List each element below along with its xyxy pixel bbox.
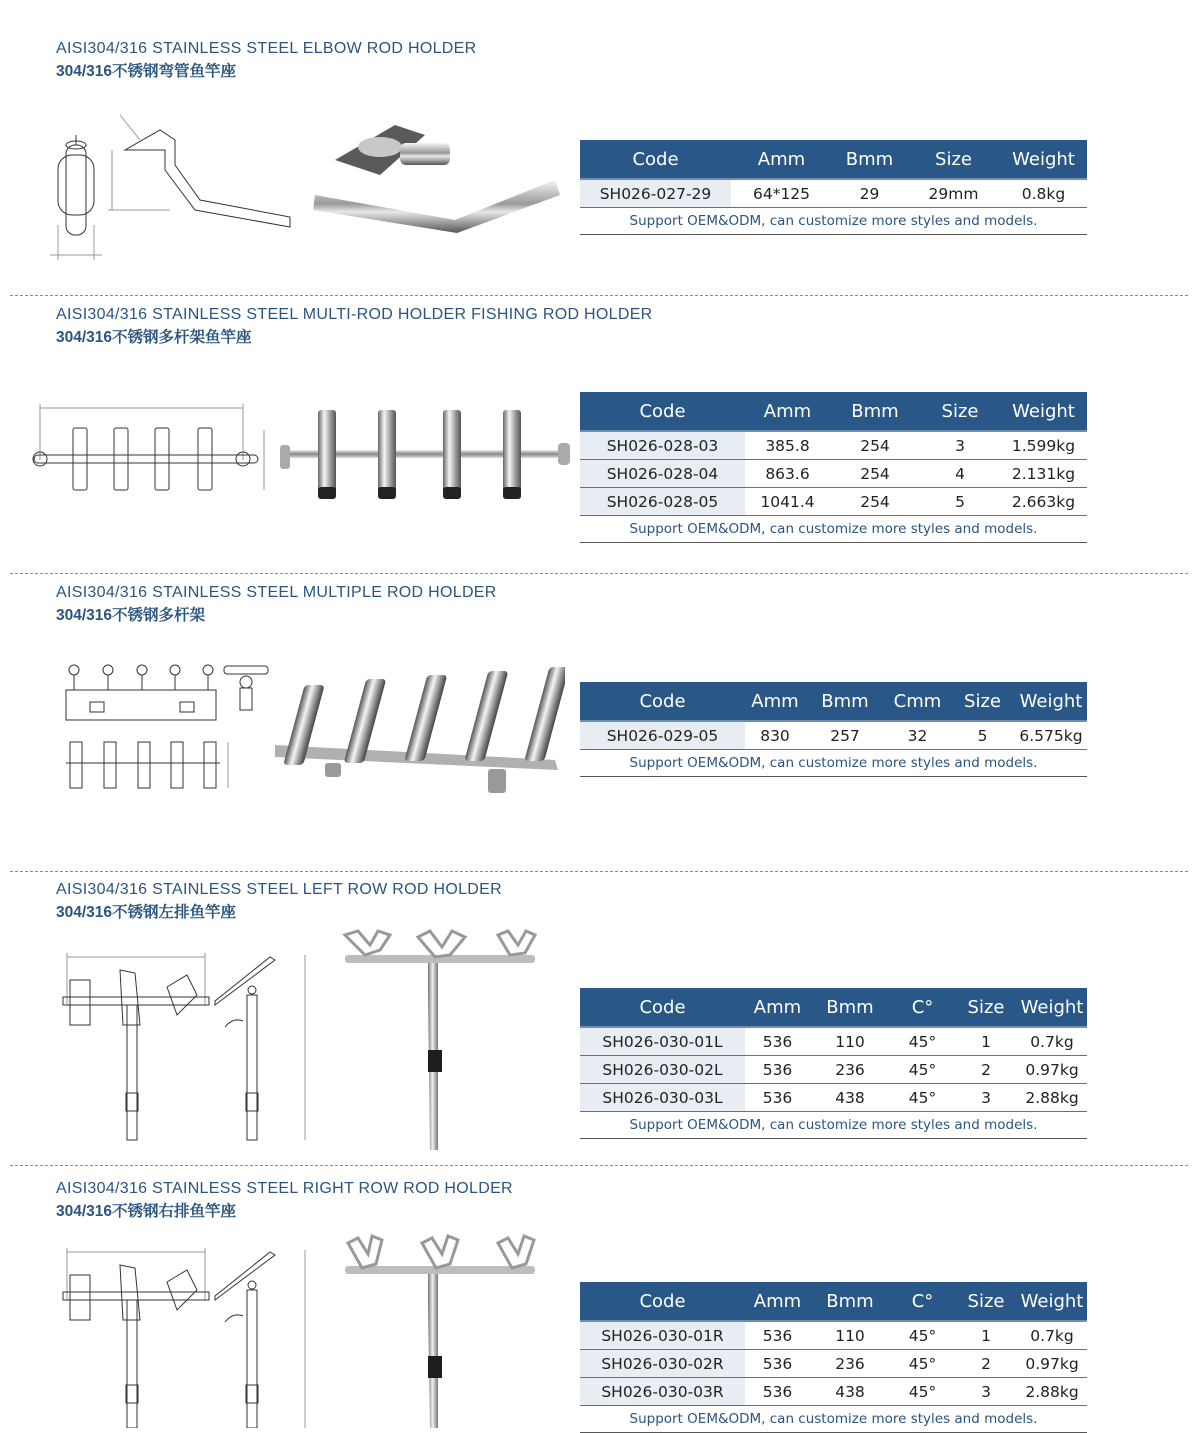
cell-amm: 536 (745, 1084, 810, 1112)
cell-code: SH026-030-01R (580, 1321, 745, 1350)
cell-amm: 536 (745, 1321, 810, 1350)
header-amm: Amm (745, 1282, 810, 1321)
header-code: Code (580, 140, 731, 179)
cell-bmm: 254 (830, 460, 920, 488)
oem-note: Support OEM&ODM, can customize more styles and models. (580, 750, 1087, 777)
table-row (580, 1084, 1087, 1112)
oem-note: Support OEM&ODM, can customize more styles and models. (580, 1406, 1087, 1433)
header-code: Code (580, 1282, 745, 1321)
cell-angle: 45° (890, 1027, 955, 1056)
cell-amm: 1041.4 (745, 488, 830, 516)
cell-amm: 536 (745, 1378, 810, 1406)
cell-code: SH026-030-01L (580, 1027, 745, 1056)
cell-size: 3 (955, 1084, 1017, 1112)
header-weight: Weight (1000, 392, 1087, 431)
table-row (580, 721, 1087, 750)
table-header-row (580, 682, 1087, 721)
spec-table-elbow (580, 140, 1087, 235)
cell-weight: 2.131kg (1000, 460, 1087, 488)
cell-amm: 536 (745, 1350, 810, 1378)
multi-rod-holder-photo (278, 405, 573, 510)
section-divider (10, 295, 1188, 296)
spec-table-right-row (580, 1282, 1087, 1433)
cell-amm: 64*125 (731, 179, 832, 208)
section-divider (10, 1165, 1188, 1166)
cell-size: 4 (920, 460, 1000, 488)
cell-cmm: 32 (885, 721, 950, 750)
header-cmm: Cmm (885, 682, 950, 721)
cell-angle: 45° (890, 1084, 955, 1112)
header-code: Code (580, 988, 745, 1027)
oem-note: Support OEM&ODM, can customize more styles and models. (580, 1112, 1087, 1139)
table-row (580, 1027, 1087, 1056)
cell-size: 3 (955, 1378, 1017, 1406)
cell-weight: 2.663kg (1000, 488, 1087, 516)
cell-bmm: 254 (830, 488, 920, 516)
cell-angle: 45° (890, 1056, 955, 1084)
left-row-rod-holder-drawing (55, 945, 320, 1145)
spec-table-left-row (580, 988, 1087, 1139)
table-header-row (580, 140, 1087, 179)
cell-bmm: 110 (810, 1321, 890, 1350)
cell-code: SH026-028-03 (580, 431, 745, 460)
oem-note: Support OEM&ODM, can customize more styles and models. (580, 208, 1087, 235)
elbow-rod-holder-photo (305, 105, 565, 235)
header-bmm: Bmm (830, 392, 920, 431)
header-angle: C° (890, 1282, 955, 1321)
spec-table-multiple-rod (580, 682, 1087, 777)
cell-size: 5 (920, 488, 1000, 516)
table-header-row (580, 392, 1087, 431)
cell-amm: 385.8 (745, 431, 830, 460)
cell-size: 2 (955, 1350, 1017, 1378)
header-amm: Amm (745, 392, 830, 431)
table-row (580, 179, 1087, 208)
cell-bmm: 438 (810, 1378, 890, 1406)
cell-weight: 0.97kg (1017, 1056, 1087, 1084)
cell-weight: 2.88kg (1017, 1084, 1087, 1112)
cell-bmm: 110 (810, 1027, 890, 1056)
cell-bmm: 438 (810, 1084, 890, 1112)
cell-angle: 45° (890, 1350, 955, 1378)
section-4-title-cn: 304/316不锈钢左排鱼竿座 (56, 904, 237, 921)
cell-code: SH026-030-02R (580, 1350, 745, 1378)
header-amm: Amm (731, 140, 832, 179)
header-size: Size (907, 140, 1000, 179)
cell-weight: 0.7kg (1017, 1027, 1087, 1056)
cell-weight: 0.8kg (1000, 179, 1087, 208)
right-row-rod-holder-photo (340, 1228, 540, 1428)
section-divider (10, 573, 1188, 574)
table-row (580, 1056, 1087, 1084)
cell-weight: 0.97kg (1017, 1350, 1087, 1378)
table-row (580, 488, 1087, 516)
cell-bmm: 29 (832, 179, 907, 208)
section-5-title-en: AISI304/316 STAINLESS STEEL RIGHT ROW ROD HOLDER (56, 1180, 513, 1197)
cell-size: 29mm (907, 179, 1000, 208)
cell-bmm: 254 (830, 431, 920, 460)
section-divider (10, 871, 1188, 872)
cell-code: SH026-027-29 (580, 179, 731, 208)
multi-rod-holder-drawing (28, 400, 268, 500)
section-3-title-en: AISI304/316 STAINLESS STEEL MULTIPLE ROD HOLDER (56, 584, 497, 601)
left-row-rod-holder-photo (340, 925, 540, 1150)
multiple-rod-holder-photo (270, 665, 565, 800)
table-header-row (580, 988, 1087, 1027)
right-row-rod-holder-drawing (55, 1240, 320, 1428)
spec-table-multi-rod (580, 392, 1087, 543)
cell-size: 2 (955, 1056, 1017, 1084)
cell-code: SH026-029-05 (580, 721, 745, 750)
cell-size: 1 (955, 1027, 1017, 1056)
header-size: Size (920, 392, 1000, 431)
cell-amm: 536 (745, 1056, 810, 1084)
cell-amm: 536 (745, 1027, 810, 1056)
cell-bmm: 236 (810, 1350, 890, 1378)
header-bmm: Bmm (832, 140, 907, 179)
table-header-row (580, 1282, 1087, 1321)
header-bmm: Bmm (810, 988, 890, 1027)
header-code: Code (580, 392, 745, 431)
header-amm: Amm (745, 988, 810, 1027)
cell-code: SH026-030-03R (580, 1378, 745, 1406)
section-2-title-en: AISI304/316 STAINLESS STEEL MULTI-ROD HOLDER FISHING ROD HOLDER (56, 306, 653, 323)
header-size: Size (955, 988, 1017, 1027)
cell-size: 1 (955, 1321, 1017, 1350)
section-2-title-cn: 304/316不锈钢多杆架鱼竿座 (56, 329, 252, 346)
table-row (580, 1350, 1087, 1378)
cell-size: 5 (950, 721, 1015, 750)
multiple-rod-holder-drawing (60, 660, 280, 795)
header-bmm: Bmm (810, 1282, 890, 1321)
cell-size: 3 (920, 431, 1000, 460)
header-amm: Amm (745, 682, 805, 721)
table-row (580, 1321, 1087, 1350)
cell-code: SH026-028-05 (580, 488, 745, 516)
cell-angle: 45° (890, 1378, 955, 1406)
header-weight: Weight (1017, 1282, 1087, 1321)
cell-angle: 45° (890, 1321, 955, 1350)
section-5-title-cn: 304/316不锈钢右排鱼竿座 (56, 1203, 237, 1220)
cell-weight: 2.88kg (1017, 1378, 1087, 1406)
cell-code: SH026-030-03L (580, 1084, 745, 1112)
table-row (580, 1378, 1087, 1406)
cell-bmm: 236 (810, 1056, 890, 1084)
header-code: Code (580, 682, 745, 721)
cell-code: SH026-030-02L (580, 1056, 745, 1084)
oem-note: Support OEM&ODM, can customize more styles and models. (580, 516, 1087, 543)
table-row (580, 460, 1087, 488)
elbow-rod-holder-drawing (40, 105, 330, 270)
cell-bmm: 257 (805, 721, 885, 750)
section-1-title-cn: 304/316不锈钢弯管鱼竿座 (56, 63, 237, 80)
section-1-title-en: AISI304/316 STAINLESS STEEL ELBOW ROD HOLDER (56, 40, 477, 57)
table-row (580, 431, 1087, 460)
header-weight: Weight (1017, 988, 1087, 1027)
header-size: Size (950, 682, 1015, 721)
cell-code: SH026-028-04 (580, 460, 745, 488)
header-weight: Weight (1000, 140, 1087, 179)
header-angle: C° (890, 988, 955, 1027)
cell-amm: 830 (745, 721, 805, 750)
section-3-title-cn: 304/316不锈钢多杆架 (56, 607, 206, 624)
cell-weight: 6.575kg (1015, 721, 1087, 750)
section-4-title-en: AISI304/316 STAINLESS STEEL LEFT ROW ROD HOLDER (56, 881, 502, 898)
cell-weight: 1.599kg (1000, 431, 1087, 460)
cell-weight: 0.7kg (1017, 1321, 1087, 1350)
header-size: Size (955, 1282, 1017, 1321)
header-bmm: Bmm (805, 682, 885, 721)
cell-amm: 863.6 (745, 460, 830, 488)
header-weight: Weight (1015, 682, 1087, 721)
